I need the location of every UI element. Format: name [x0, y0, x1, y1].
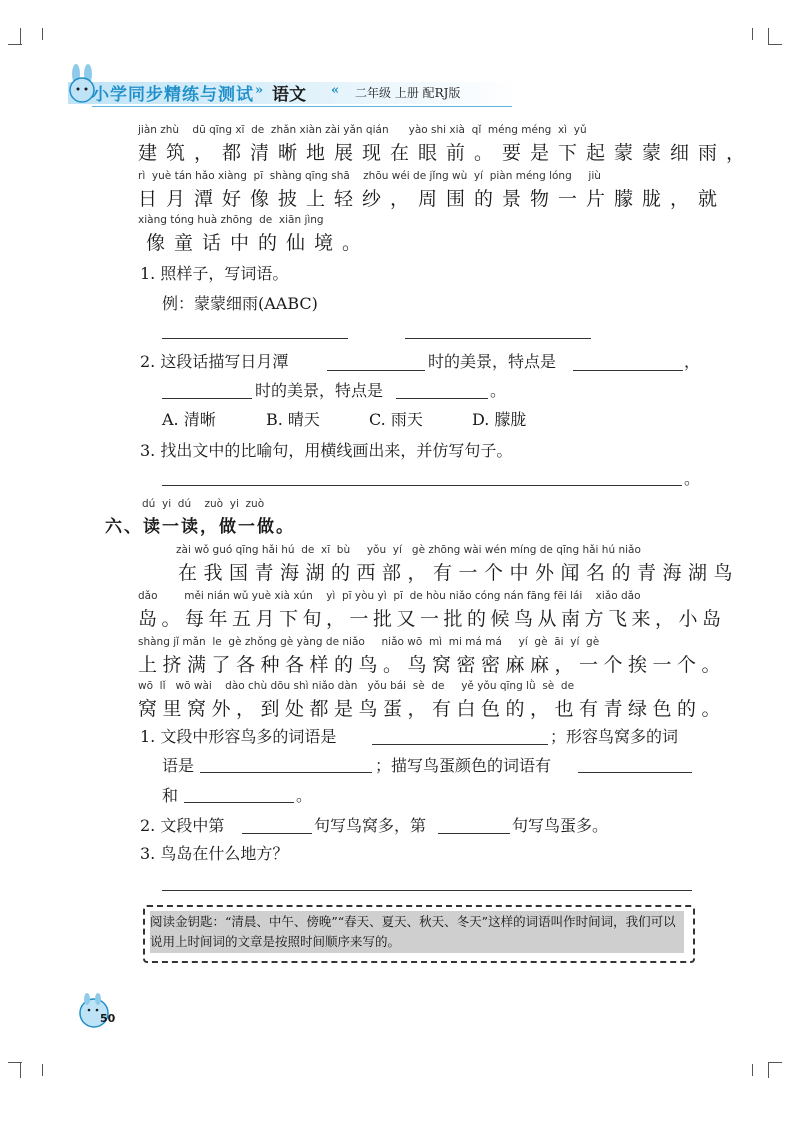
question-1-part1: 1. 文段中形容鸟多的词语是: [140, 727, 337, 746]
answer-blank[interactable]: [396, 398, 488, 399]
crop-mark: [768, 44, 782, 45]
hanzi-line: 窝里窝外，到处都是鸟蛋，有白色的，也有青绿色的。: [138, 698, 727, 720]
hanzi-line: 日月潭好像披上轻纱，周围的景物一片朦胧，就: [138, 188, 727, 210]
option-c[interactable]: C. 雨天: [369, 410, 423, 429]
book-title: 小学同步精练与测试: [92, 85, 254, 105]
answer-blank[interactable]: [184, 802, 294, 803]
hanzi-line: 像童话中的仙境。: [146, 232, 371, 254]
section-title: 六、读一读，做一做。: [105, 517, 295, 537]
passage-line: [138, 590, 726, 636]
option-a[interactable]: A. 清晰: [162, 410, 216, 429]
answer-blank[interactable]: [242, 833, 312, 834]
question-1: 1. 照样子，写词语。: [140, 264, 289, 283]
question-2-end: 。: [490, 381, 507, 400]
answer-blank[interactable]: [578, 772, 692, 773]
answer-blank[interactable]: [162, 485, 682, 486]
question-2-comma: ，: [684, 352, 701, 371]
answer-blank[interactable]: [200, 772, 372, 773]
question-1-part2: ；形容鸟窝多的词: [550, 727, 679, 746]
hanzi-line: 建筑，都清晰地展现在眼前。要是下起蒙蒙细雨，: [138, 142, 755, 164]
crop-mark: [42, 1064, 43, 1076]
crop-mark: [768, 1062, 769, 1078]
subject-label: 语文: [272, 85, 306, 105]
answer-blank[interactable]: [438, 833, 510, 834]
chevron-left-icon: «: [331, 83, 340, 98]
crop-mark: [8, 1062, 22, 1063]
passage-line: [138, 214, 698, 260]
section-pinyin: dú yi dú zuò yi zuò: [142, 498, 265, 510]
question-2-part3: 句写鸟蛋多。: [512, 816, 609, 835]
crop-mark: [768, 28, 769, 44]
pinyin-line: xiàng tóng huà zhōng de xiān jìng: [138, 214, 324, 226]
answer-blank[interactable]: [573, 370, 683, 371]
pinyin-line: rì yuè tán hǎo xiàng pī shàng qīng shā zhōu wéi de jǐng wù yí piàn méng lóng jiù: [138, 170, 601, 182]
crop-mark: [20, 1062, 21, 1078]
tip-text: 阅读金钥匙：“清晨、中午、傍晚”“春天、夏天、秋天、冬天”这样的词语叫作时间词，我们可以说用上时间词的文章是按照时间顺序来写的。: [150, 914, 676, 949]
page-number: 50: [100, 1012, 116, 1025]
answer-blank[interactable]: [327, 370, 425, 371]
hanzi-line: 上挤满了各种各样的鸟。鸟窝密密麻麻，一个挨一个。: [138, 654, 727, 676]
option-d[interactable]: D. 朦胧: [472, 410, 527, 429]
crop-mark: [8, 44, 22, 45]
question-2-part3: 时的美景，特点是: [255, 381, 384, 400]
chevron-right-icon: »: [255, 83, 264, 98]
pinyin-line: dǎo měi nián wǔ yuè xià xún yì pī yòu yì pī de hòu niǎo cóng nán fāng fēi lái xiǎo dǎo: [138, 590, 641, 602]
crop-mark: [768, 1062, 782, 1063]
question-3: 3. 找出文中的比喻句，用横线画出来，并仿写句子。: [140, 441, 513, 460]
answer-blank[interactable]: [162, 398, 252, 399]
pinyin-line: jiàn zhù dū qīng xī de zhǎn xiàn zài yǎn qián yào shi xià qǐ méng méng xì yǔ: [138, 124, 587, 136]
question-3-end: 。: [684, 469, 701, 488]
hanzi-line: 在我国青海湖的西部，有一个中外闻名的青海湖鸟: [178, 562, 740, 584]
question-2-part2: 句写鸟窝多，第: [314, 816, 427, 835]
question-1-part5: 和: [162, 786, 179, 805]
hanzi-line: 岛。每年五月下旬，一批又一批的候鸟从南方飞来，小岛: [138, 608, 726, 630]
crop-mark: [42, 28, 43, 40]
pinyin-line: shàng jǐ mǎn le gè zhǒng gè yàng de niǎo niǎo wō mì mi má má yí gè āi yí gè: [138, 636, 600, 648]
answer-blank[interactable]: [405, 338, 591, 339]
answer-blank[interactable]: [162, 338, 348, 339]
pinyin-line: wō lǐ wō wài dào chù dōu shì niǎo dàn yǒu bái sè de yě yǒu qīng lǜ sè de: [138, 680, 575, 692]
passage-line: [138, 636, 727, 682]
question-2-part1: 2. 文段中第: [140, 816, 225, 835]
question-1-example: 例：蒙蒙细雨(AABC): [162, 294, 318, 313]
answer-blank[interactable]: [372, 744, 548, 745]
option-b[interactable]: B. 晴天: [266, 410, 320, 429]
answer-blank[interactable]: [162, 890, 692, 891]
question-2-part2: 时的美景，特点是: [428, 352, 557, 371]
crop-mark: [20, 28, 21, 44]
header-underline: [92, 106, 512, 107]
question-1-part3: 语是: [162, 756, 195, 775]
passage-line: [138, 544, 740, 590]
passage-line: [138, 124, 755, 170]
question-1-end: 。: [296, 786, 313, 805]
pinyin-line: zài wǒ guó qīng hǎi hú de xī bù yǒu yí gè zhōng wài wén míng de qīng hǎi hú niǎo: [176, 544, 641, 556]
question-2-part1: 2. 这段话描写日月潭: [140, 352, 289, 371]
grade-info: 二年级 上册 配RJ版: [355, 86, 461, 100]
crop-mark: [752, 28, 753, 40]
passage-line: [138, 170, 727, 216]
question-3: 3. 鸟岛在什么地方？: [140, 844, 289, 863]
question-1-part4: ；描写鸟蛋颜色的词语有: [375, 756, 552, 775]
passage-line: [138, 680, 727, 726]
crop-mark: [752, 1064, 753, 1076]
